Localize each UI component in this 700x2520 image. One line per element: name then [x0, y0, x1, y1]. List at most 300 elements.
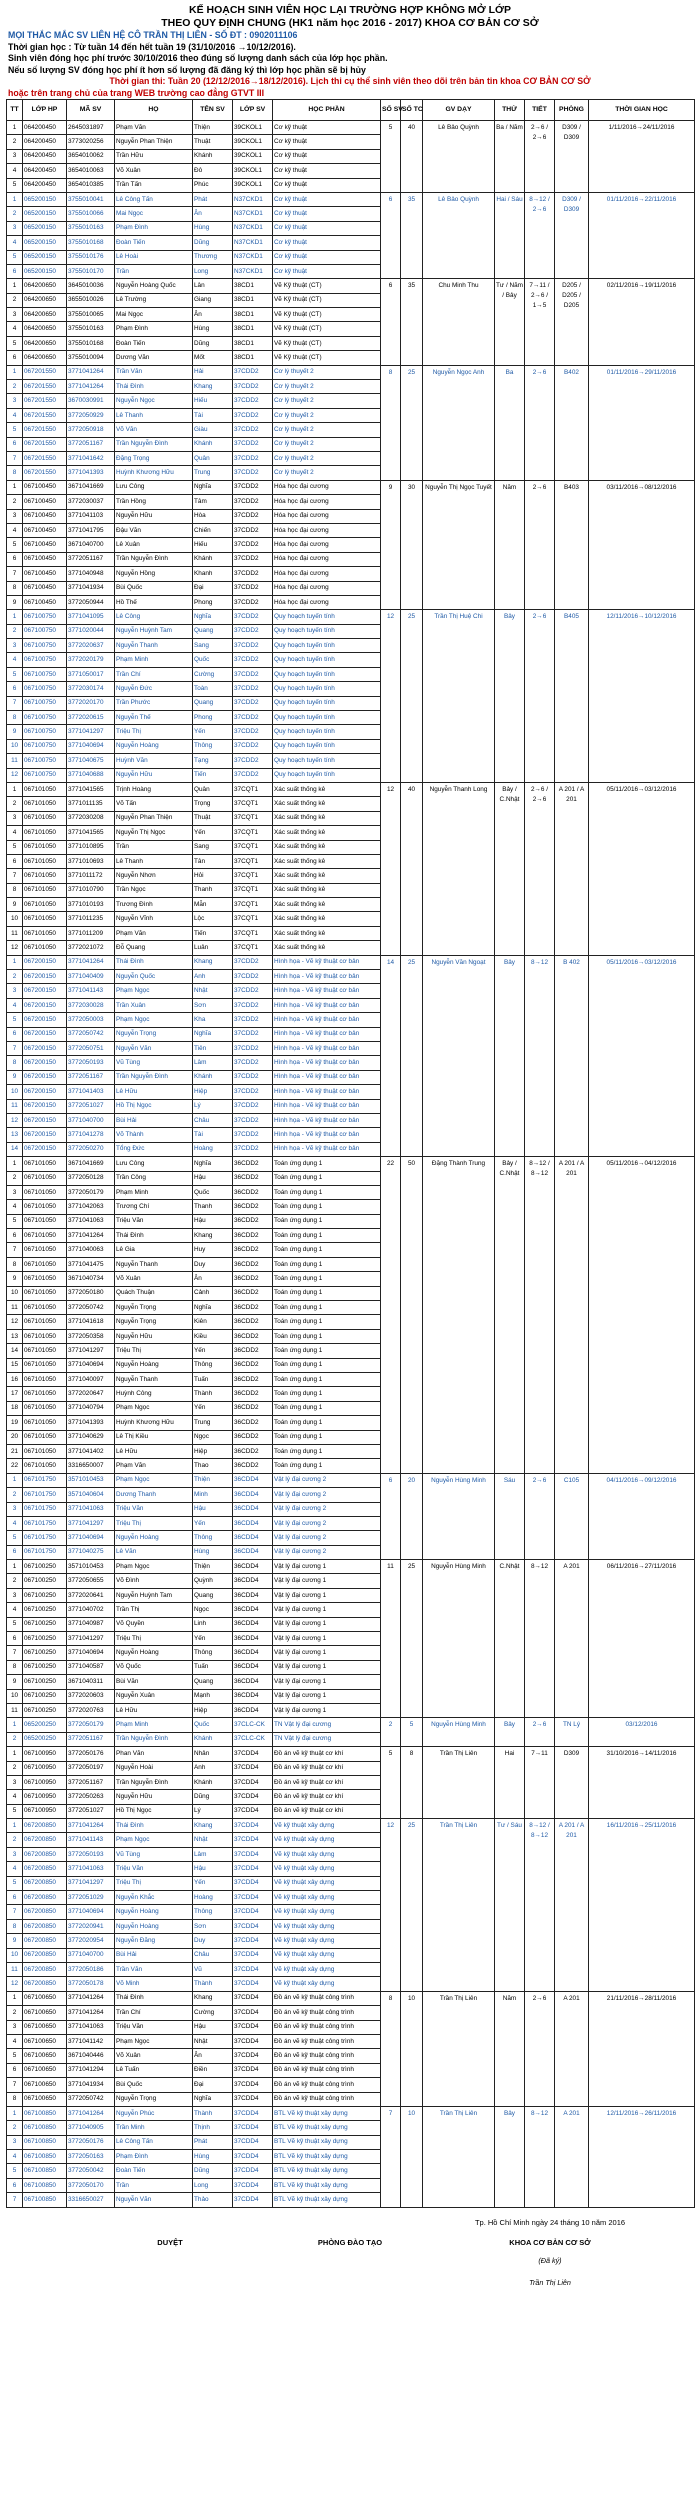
- student-id: 3772051027: [67, 1099, 115, 1113]
- course-name: Hình họa - Vẽ kỹ thuật cơ bản: [273, 1027, 381, 1041]
- student-class: 36CDD2: [233, 1358, 273, 1372]
- weekday: Năm: [495, 480, 525, 610]
- student-first-name: Nghĩa: [193, 1301, 233, 1315]
- row-index: 8: [7, 711, 23, 725]
- student-first-name: Hậu: [193, 1214, 233, 1228]
- student-first-name: Lâm: [193, 1056, 233, 1070]
- col-header-sotc: SỐ TC: [401, 100, 423, 121]
- course-name: Toán ứng dụng 1: [273, 1430, 381, 1444]
- signing-date: Tp. Hồ Chí Minh ngày 24 tháng 10 năm 2016: [474, 2218, 626, 2227]
- table-row: [7, 1473, 695, 1487]
- course-class-code: 067101050: [23, 1171, 67, 1185]
- row-index: 1: [7, 2106, 23, 2120]
- course-name: Vẽ kỹ thuật xây dựng: [273, 1948, 381, 1962]
- course-class-code: 065200250: [23, 1732, 67, 1746]
- lesson-slots: 2→6: [525, 1991, 555, 2106]
- course-class-code: 067200150: [23, 1070, 67, 1084]
- course-name: Cơ kỹ thuật: [273, 264, 381, 278]
- row-index: 12: [7, 1977, 23, 1991]
- student-first-name: Tuấn: [193, 1372, 233, 1386]
- course-name: Vẽ kỹ thuật xây dựng: [273, 1876, 381, 1890]
- student-last-name: Phạm Ngọc: [115, 1401, 193, 1415]
- course-name: Quy hoạch tuyến tính: [273, 639, 381, 653]
- student-last-name: Bùi Quốc: [115, 581, 193, 595]
- student-id: 3655010026: [67, 293, 115, 307]
- student-id: 3772020615: [67, 711, 115, 725]
- table-row: [7, 1747, 695, 1761]
- student-class: 37CDD4: [233, 2049, 273, 2063]
- student-count: 11: [381, 1560, 401, 1718]
- course-name: Cơ kỹ thuật: [273, 192, 381, 206]
- course-name: Vật lý đại cương 1: [273, 1646, 381, 1660]
- row-index: 12: [7, 941, 23, 955]
- student-first-name: Dũng: [193, 336, 233, 350]
- course-class-code: 067100850: [23, 2193, 67, 2207]
- student-id: 3771041264: [67, 2006, 115, 2020]
- course-name: Vật lý đại cương 2: [273, 1502, 381, 1516]
- student-first-name: Nhật: [193, 984, 233, 998]
- course-name: Hình họa - Vẽ kỹ thuật cơ bản: [273, 970, 381, 984]
- course-name: Cơ kỹ thuật: [273, 164, 381, 178]
- student-last-name: Trần Hữu: [115, 149, 193, 163]
- course-class-code: 067100650: [23, 2049, 67, 2063]
- course-class-code: 067101050: [23, 941, 67, 955]
- student-last-name: Nguyễn Thanh: [115, 1372, 193, 1386]
- course-class-code: 067100650: [23, 2063, 67, 2077]
- lesson-slots: 2→6: [525, 1718, 555, 1747]
- student-id: 3316650027: [67, 2193, 115, 2207]
- student-class: 37CDD2: [233, 1027, 273, 1041]
- student-id: 3771040700: [67, 1948, 115, 1962]
- weekday: Ba / Năm: [495, 121, 525, 193]
- lecturer-name: Chu Minh Thu: [423, 279, 495, 365]
- student-first-name: Hùng: [193, 1545, 233, 1559]
- student-first-name: Cảnh: [193, 1286, 233, 1300]
- student-first-name: Kiên: [193, 1315, 233, 1329]
- row-index: 3: [7, 509, 23, 523]
- row-index: 17: [7, 1387, 23, 1401]
- student-id: 3772050197: [67, 1761, 115, 1775]
- row-index: 1: [7, 365, 23, 379]
- student-class: 36CDD4: [233, 1488, 273, 1502]
- student-id: 3771041063: [67, 1862, 115, 1876]
- student-last-name: Trần Nguyễn Đình: [115, 1070, 193, 1084]
- student-class: 36CDD2: [233, 1214, 273, 1228]
- course-name: Đồ án vẽ kỹ thuật cơ khí: [273, 1804, 381, 1818]
- course-name: Toán ứng dụng 1: [273, 1243, 381, 1257]
- course-class-code: 067100750: [23, 739, 67, 753]
- course-name: Quy hoạch tuyến tính: [273, 725, 381, 739]
- student-last-name: Võ Quyền: [115, 1617, 193, 1631]
- student-last-name: Lê Gia: [115, 1243, 193, 1257]
- student-class: 37CDD4: [233, 2063, 273, 2077]
- student-last-name: Trần Chí: [115, 2006, 193, 2020]
- student-class: 36CDD2: [233, 1430, 273, 1444]
- row-index: 3: [7, 2020, 23, 2034]
- course-name: Toán ứng dụng 1: [273, 1372, 381, 1386]
- student-id: 3771041063: [67, 1214, 115, 1228]
- course-class-code: 067101050: [23, 1185, 67, 1199]
- row-index: 5: [7, 250, 23, 264]
- period-count: 25: [401, 1819, 423, 1992]
- table-row: [7, 480, 695, 494]
- row-index: 7: [7, 1905, 23, 1919]
- course-name: Toán ứng dụng 1: [273, 1387, 381, 1401]
- course-class-code: 067100650: [23, 2020, 67, 2034]
- student-class: 37CDD4: [233, 2078, 273, 2092]
- student-id: 3772050170: [67, 2178, 115, 2192]
- weekday: Ba: [495, 365, 525, 480]
- course-class-code: 067100450: [23, 495, 67, 509]
- student-id: 3771040694: [67, 1531, 115, 1545]
- student-id: 3772020941: [67, 1919, 115, 1933]
- course-class-code: 067101050: [23, 1358, 67, 1372]
- student-class: N37CKD1: [233, 236, 273, 250]
- student-class: 37CDD2: [233, 509, 273, 523]
- table-row: [7, 1991, 695, 2005]
- student-class: 39CKOL1: [233, 178, 273, 192]
- course-name: Vẽ kỹ thuật xây dựng: [273, 1833, 381, 1847]
- student-class: 37CDD4: [233, 1948, 273, 1962]
- row-index: 4: [7, 2150, 23, 2164]
- row-index: 5: [7, 1013, 23, 1027]
- student-first-name: Huy: [193, 1243, 233, 1257]
- student-first-name: Lâm: [193, 1847, 233, 1861]
- student-first-name: Thành: [193, 1977, 233, 1991]
- course-class-code: 067200850: [23, 1876, 67, 1890]
- student-first-name: Kha: [193, 1013, 233, 1027]
- student-last-name: Võ Văn: [115, 423, 193, 437]
- student-id: 3772030037: [67, 495, 115, 509]
- student-class: 36CDD2: [233, 1459, 273, 1473]
- course-name: Đồ án vẽ kỹ thuật cơ khí: [273, 1775, 381, 1789]
- row-index: 4: [7, 1516, 23, 1530]
- course-name: Đồ án vẽ kỹ thuật công trình: [273, 2020, 381, 2034]
- course-group: [7, 955, 695, 1156]
- course-class-code: 064200450: [23, 178, 67, 192]
- course-class-code: 067200150: [23, 955, 67, 969]
- student-last-name: Vũ Tùng: [115, 1056, 193, 1070]
- course-class-code: 067100650: [23, 2092, 67, 2106]
- course-name: TN Vật lý đại cương: [273, 1732, 381, 1746]
- student-last-name: Bùi Hải: [115, 1948, 193, 1962]
- weekday: C.Nhật: [495, 1560, 525, 1718]
- student-first-name: Thương: [193, 250, 233, 264]
- lesson-slots: 2→6: [525, 1473, 555, 1559]
- student-class: 37CDD2: [233, 768, 273, 782]
- student-count: 5: [381, 1747, 401, 1819]
- row-index: 2: [7, 135, 23, 149]
- row-index: 1: [7, 782, 23, 796]
- course-class-code: 067101050: [23, 1372, 67, 1386]
- weekday: Bảy: [495, 610, 525, 783]
- student-id: 3771041264: [67, 1229, 115, 1243]
- student-first-name: Quân: [193, 782, 233, 796]
- course-class-code: 067201550: [23, 380, 67, 394]
- student-id: 3771011172: [67, 869, 115, 883]
- student-class: 37CDD4: [233, 1847, 273, 1861]
- row-index: 21: [7, 1444, 23, 1458]
- student-last-name: Nguyễn Phan Thiện: [115, 135, 193, 149]
- row-index: 6: [7, 2178, 23, 2192]
- row-index: 12: [7, 1113, 23, 1127]
- course-class-code: 065200150: [23, 192, 67, 206]
- table-row: [7, 782, 695, 796]
- student-class: 37CDD4: [233, 2193, 273, 2207]
- student-first-name: Thịnh: [193, 2121, 233, 2135]
- row-index: 12: [7, 1315, 23, 1329]
- lecturer-name: Lê Bảo Quỳnh: [423, 192, 495, 278]
- student-id: 3771041393: [67, 466, 115, 480]
- course-name: Vật lý đại cương 2: [273, 1488, 381, 1502]
- student-class: 37CDD2: [233, 739, 273, 753]
- row-index: 11: [7, 1301, 23, 1315]
- course-name: Đồ án vẽ kỹ thuật công trình: [273, 2049, 381, 2063]
- student-first-name: Hiệp: [193, 1085, 233, 1099]
- student-first-name: Thông: [193, 1646, 233, 1660]
- student-last-name: Lê Thanh: [115, 854, 193, 868]
- document-header: [0, 0, 700, 99]
- student-id: 3772050193: [67, 1847, 115, 1861]
- course-name: Quy hoạch tuyến tính: [273, 610, 381, 624]
- course-class-code: 067200150: [23, 1128, 67, 1142]
- course-class-code: 064200650: [23, 336, 67, 350]
- student-first-name: Thông: [193, 1905, 233, 1919]
- student-class: 37CDD4: [233, 2164, 273, 2178]
- course-name: Hình họa - Vẽ kỹ thuật cơ bản: [273, 1042, 381, 1056]
- student-class: 37CDD4: [233, 1876, 273, 1890]
- student-last-name: Trần Xuân: [115, 998, 193, 1012]
- student-first-name: Nghĩa: [193, 1157, 233, 1171]
- row-index: 5: [7, 1617, 23, 1631]
- student-id: 3771040063: [67, 1243, 115, 1257]
- row-index: 2: [7, 797, 23, 811]
- row-index: 5: [7, 1214, 23, 1228]
- lecturer-name: Trần Thị Huệ Chi: [423, 610, 495, 783]
- student-last-name: Triệu Văn: [115, 1214, 193, 1228]
- student-last-name: Lê Hoài: [115, 250, 193, 264]
- course-class-code: 067101050: [23, 797, 67, 811]
- student-class: 37CQT1: [233, 840, 273, 854]
- row-index: 18: [7, 1401, 23, 1415]
- student-first-name: Cường: [193, 2006, 233, 2020]
- row-index: 10: [7, 1286, 23, 1300]
- student-class: 38CD1: [233, 308, 273, 322]
- student-last-name: Dương Thanh: [115, 1488, 193, 1502]
- student-id: 3654010063: [67, 164, 115, 178]
- contact-line: MỌI THẮC MẮC SV LIÊN HỆ CÔ TRẦN THỊ LIÊN - SỐ ĐT : 0902011106: [8, 30, 298, 40]
- student-first-name: Thanh: [193, 1200, 233, 1214]
- course-name: Vật lý đại cương 1: [273, 1703, 381, 1717]
- row-index: 9: [7, 1934, 23, 1948]
- student-first-name: Nghĩa: [193, 480, 233, 494]
- course-group: [7, 782, 695, 955]
- student-last-name: Nguyễn Trọng: [115, 2092, 193, 2106]
- student-class: 37CDD2: [233, 1042, 273, 1056]
- student-last-name: Phạm Minh: [115, 653, 193, 667]
- student-first-name: Thông: [193, 1531, 233, 1545]
- student-last-name: Trần Văn: [115, 365, 193, 379]
- student-class: 36CDD4: [233, 1632, 273, 1646]
- signed-note: (Đã ký): [538, 2256, 562, 2265]
- col-header-tiet: TIẾT: [525, 100, 555, 121]
- cancel-rule-line: Nếu số lượng SV đóng học phí ít hơn số lượng đã đăng ký thì lớp học phần sẽ bị hủy: [8, 64, 366, 75]
- course-class-code: 067101050: [23, 869, 67, 883]
- student-first-name: Dũng: [193, 1790, 233, 1804]
- study-period: 06/11/2016→27/11/2016: [589, 1560, 695, 1718]
- course-class-code: 067200150: [23, 984, 67, 998]
- course-class-code: 067100750: [23, 725, 67, 739]
- student-last-name: Phạm Ngọc: [115, 1833, 193, 1847]
- row-index: 9: [7, 1272, 23, 1286]
- student-first-name: Lân: [193, 279, 233, 293]
- student-first-name: Thành: [193, 2106, 233, 2120]
- row-index: 4: [7, 826, 23, 840]
- course-name: TN Vật lý đại cương: [273, 1718, 381, 1732]
- student-last-name: Trần Thị: [115, 1603, 193, 1617]
- room: D309 / D309: [555, 192, 589, 278]
- student-last-name: Nguyễn Huỳnh Tam: [115, 624, 193, 638]
- course-name: Đồ án vẽ kỹ thuật công trình: [273, 2063, 381, 2077]
- course-name: Toán ứng dụng 1: [273, 1171, 381, 1185]
- course-class-code: 067101050: [23, 1157, 67, 1171]
- row-index: 5: [7, 1804, 23, 1818]
- student-first-name: Trung: [193, 1416, 233, 1430]
- course-class-code: 067200850: [23, 1948, 67, 1962]
- student-id: 3771040097: [67, 1372, 115, 1386]
- row-index: 1: [7, 610, 23, 624]
- course-name: Hình họa - Vẽ kỹ thuật cơ bản: [273, 984, 381, 998]
- room: D309: [555, 1747, 589, 1819]
- course-name: Hóa học đại cương: [273, 595, 381, 609]
- student-first-name: Quang: [193, 624, 233, 638]
- course-group: [7, 192, 695, 278]
- student-class: 37CDD2: [233, 595, 273, 609]
- student-count: 12: [381, 610, 401, 783]
- course-name: Vẽ Kỹ thuật (CT): [273, 279, 381, 293]
- course-class-code: 065200150: [23, 236, 67, 250]
- student-first-name: Hậu: [193, 1862, 233, 1876]
- student-last-name: Võ Quốc: [115, 1660, 193, 1674]
- row-index: 3: [7, 308, 23, 322]
- student-id: 3772050176: [67, 2135, 115, 2149]
- student-class: 37CDD2: [233, 1113, 273, 1127]
- student-class: 37CDD2: [233, 754, 273, 768]
- course-group: [7, 1157, 695, 1474]
- row-index: 5: [7, 2049, 23, 2063]
- student-class: N37CKD1: [233, 207, 273, 221]
- lecturer-name: Lê Bảo Quỳnh: [423, 121, 495, 193]
- course-class-code: 067100650: [23, 2034, 67, 2048]
- student-id: 3771040688: [67, 768, 115, 782]
- student-class: 37CDD2: [233, 653, 273, 667]
- student-class: 37CDD4: [233, 2006, 273, 2020]
- course-class-code: 064200450: [23, 121, 67, 135]
- student-class: 37CDD4: [233, 1819, 273, 1833]
- row-index: 11: [7, 926, 23, 940]
- student-class: 37CDD2: [233, 970, 273, 984]
- course-name: Toán ứng dụng 1: [273, 1344, 381, 1358]
- course-name: Quy hoạch tuyến tính: [273, 667, 381, 681]
- student-id: 3755010041: [67, 192, 115, 206]
- student-id: 3771041264: [67, 380, 115, 394]
- course-class-code: 067100750: [23, 653, 67, 667]
- student-class: 37CDD2: [233, 408, 273, 422]
- student-count: 22: [381, 1157, 401, 1474]
- student-last-name: Quách Thuận: [115, 1286, 193, 1300]
- period-count: 10: [401, 2106, 423, 2207]
- student-class: 37CDD4: [233, 2106, 273, 2120]
- course-name: Toán ứng dụng 1: [273, 1286, 381, 1300]
- course-class-code: 067200850: [23, 1934, 67, 1948]
- course-class-code: 065200150: [23, 207, 67, 221]
- course-class-code: 065200150: [23, 250, 67, 264]
- student-last-name: Vũ Tùng: [115, 1847, 193, 1861]
- student-id: 3654010385: [67, 178, 115, 192]
- student-last-name: Trần Hồng: [115, 495, 193, 509]
- student-class: 37CDD2: [233, 394, 273, 408]
- row-index: 10: [7, 1948, 23, 1962]
- student-id: 3771040694: [67, 739, 115, 753]
- student-first-name: Yến: [193, 1516, 233, 1530]
- course-class-code: 067101050: [23, 912, 67, 926]
- lesson-slots: 8→12: [525, 955, 555, 1156]
- student-last-name: Phạm Văn: [115, 121, 193, 135]
- student-last-name: Phạm Văn: [115, 926, 193, 940]
- course-name: Toán ứng dụng 1: [273, 1200, 381, 1214]
- student-id: 3755010066: [67, 207, 115, 221]
- student-class: 37CDD2: [233, 451, 273, 465]
- student-class: 37CDD4: [233, 1804, 273, 1818]
- row-index: 10: [7, 739, 23, 753]
- row-index: 7: [7, 869, 23, 883]
- row-index: 1: [7, 955, 23, 969]
- student-first-name: Mẫn: [193, 898, 233, 912]
- table-row: [7, 365, 695, 379]
- room: D309 / D309: [555, 121, 589, 193]
- student-id: 3771041063: [67, 2020, 115, 2034]
- course-name: Vẽ kỹ thuật xây dựng: [273, 1934, 381, 1948]
- student-first-name: Châu: [193, 1113, 233, 1127]
- student-class: 36CDD2: [233, 1401, 273, 1415]
- student-last-name: Triệu Văn: [115, 1502, 193, 1516]
- student-first-name: Khang: [193, 380, 233, 394]
- period-count: 30: [401, 480, 423, 610]
- student-first-name: Nghĩa: [193, 610, 233, 624]
- course-class-code: 067101050: [23, 1459, 67, 1473]
- course-class-code: 067101750: [23, 1516, 67, 1530]
- student-first-name: Quốc: [193, 1718, 233, 1732]
- lesson-slots: 8→12 / 8→12: [525, 1157, 555, 1474]
- course-class-code: 064200650: [23, 351, 67, 365]
- student-class: 37CDD4: [233, 1905, 273, 1919]
- student-count: 6: [381, 192, 401, 278]
- course-name: Xác suất thống kê: [273, 782, 381, 796]
- course-class-code: 064200450: [23, 135, 67, 149]
- student-id: 3755010168: [67, 336, 115, 350]
- student-id: 3772050655: [67, 1574, 115, 1588]
- student-id: 3772050163: [67, 2150, 115, 2164]
- student-last-name: Trịnh Hoàng: [115, 782, 193, 796]
- student-id: 3771040702: [67, 1603, 115, 1617]
- student-first-name: Tạng: [193, 754, 233, 768]
- student-last-name: Bùi Văn: [115, 1675, 193, 1689]
- student-id: 3772020637: [67, 639, 115, 653]
- student-id: 3771040694: [67, 1646, 115, 1660]
- student-first-name: Phát: [193, 192, 233, 206]
- student-first-name: Thao: [193, 1459, 233, 1473]
- course-class-code: 064200650: [23, 293, 67, 307]
